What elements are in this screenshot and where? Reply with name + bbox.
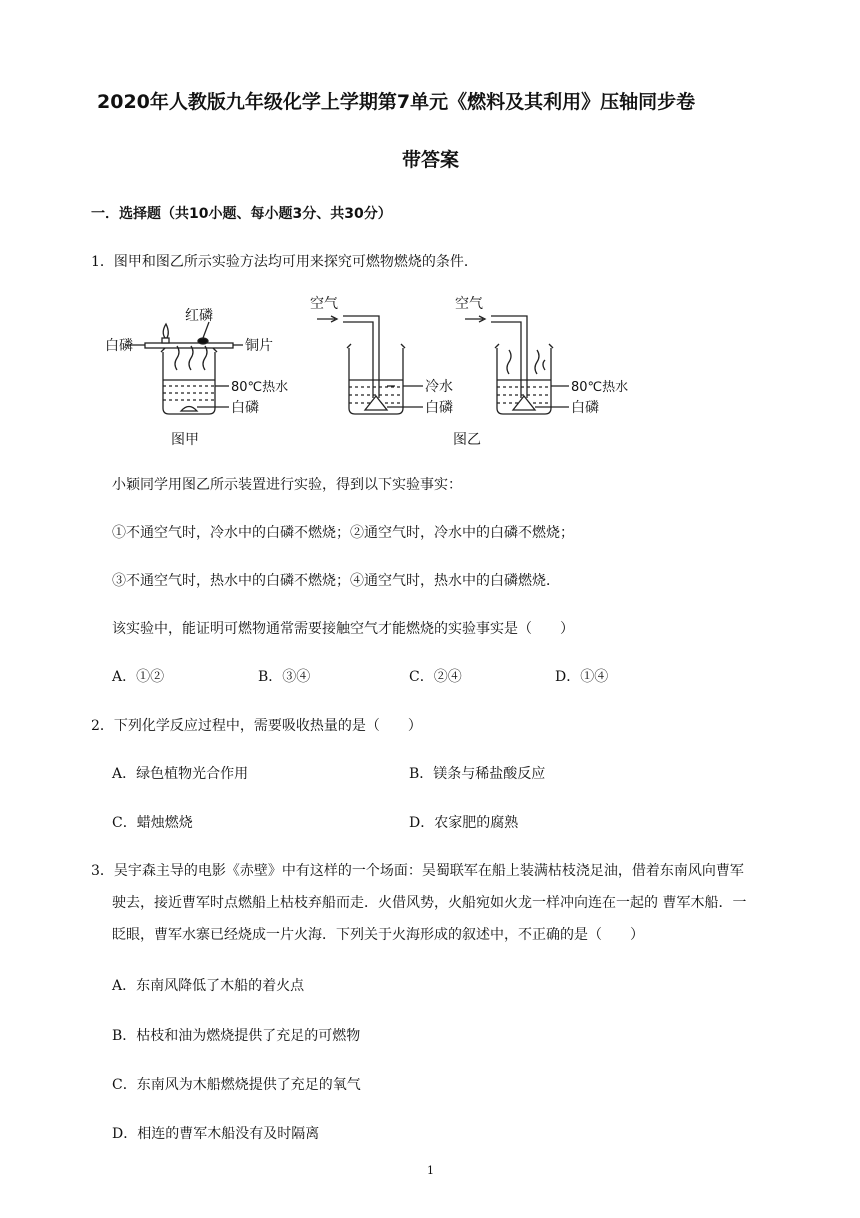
doc-title-line1: 2020年人教版九年级化学上学期第7单元《燃料及其利用》压轴同步卷 xyxy=(97,91,696,113)
page-number: 1 xyxy=(427,1164,434,1177)
q1-facts-line2: ③不通空气时，热水中的白磷不燃烧；④通空气时，热水中的白磷燃烧． xyxy=(112,573,560,589)
label-white-p-yi2: 白磷 xyxy=(571,400,599,416)
label-hot-water-jia: 80℃热水 xyxy=(231,380,289,395)
caption-jia: 图甲 xyxy=(171,432,199,448)
q3-stem-line2: 驶去，接近曹军时点燃船上枯枝弃船而走．火借风势，火船宛如火龙一样冲向连在一起的 曹军木船．一 xyxy=(112,895,747,911)
q1-facts-line1: ①不通空气时，冷水中的白磷不燃烧；②通空气时，冷水中的白磷不燃烧； xyxy=(112,525,574,541)
q1-option-b[interactable]: B．③④ xyxy=(258,669,311,685)
label-air-1: 空气 xyxy=(310,296,338,312)
q1-stem: 1．图甲和图乙所示实验方法均可用来探究可燃物燃烧的条件． xyxy=(91,254,478,270)
q3-option-d[interactable]: D．相连的曹军木船没有及时隔离 xyxy=(112,1126,320,1142)
label-white-p-yi1: 白磷 xyxy=(425,400,453,416)
label-red-p: 红磷 xyxy=(185,308,213,324)
label-white-p-jia: 白磷 xyxy=(231,400,259,416)
q3-option-c[interactable]: C．东南风为木船燃烧提供了充足的氧气 xyxy=(112,1077,361,1093)
section-heading: 一．选择题（共10小题、每小题3分、共30分） xyxy=(91,206,392,222)
caption-yi: 图乙 xyxy=(453,432,481,448)
label-hot-water-yi: 80℃热水 xyxy=(571,380,629,395)
q1-ask: 该实验中，能证明可燃物通常需要接触空气才能燃烧的实验事实是（ ） xyxy=(112,621,574,637)
label-white-p-top: 白磷 xyxy=(105,338,133,354)
q1-figure xyxy=(105,290,665,450)
doc-title-line2: 带答案 xyxy=(402,149,460,171)
q2-option-d[interactable]: D．农家肥的腐熟 xyxy=(409,815,519,831)
q3-option-b[interactable]: B．枯枝和油为燃烧提供了充足的可燃物 xyxy=(112,1028,361,1044)
q2-stem: 2．下列化学反应过程中，需要吸收热量的是（ ） xyxy=(91,718,422,734)
q1-intro: 小颖同学用图乙所示装置进行实验，得到以下实验事实： xyxy=(112,477,462,493)
q2-option-b[interactable]: B．镁条与稀盐酸反应 xyxy=(409,766,546,782)
q1-option-a[interactable]: A．①② xyxy=(112,669,165,685)
label-air-2: 空气 xyxy=(455,296,483,312)
q2-option-c[interactable]: C．蜡烛燃烧 xyxy=(112,815,193,831)
label-copper: 铜片 xyxy=(245,338,273,354)
q2-option-a[interactable]: A．绿色植物光合作用 xyxy=(112,766,249,782)
label-cold-water: 冷水 xyxy=(425,379,453,395)
q3-option-a[interactable]: A．东南风降低了木船的着火点 xyxy=(112,978,305,994)
q1-option-d[interactable]: D．①④ xyxy=(555,669,609,685)
q3-stem-line1: 3．吴宇森主导的电影《赤壁》中有这样的一个场面：吴蜀联军在船上装满枯枝浇足油，借着东南风向曹军 xyxy=(91,863,744,879)
q1-option-c[interactable]: C．②④ xyxy=(409,669,462,685)
q3-stem-line3: 眨眼，曹军水寨已经烧成一片火海．下列关于火海形成的叙述中，不正确的是（ ） xyxy=(112,927,644,943)
